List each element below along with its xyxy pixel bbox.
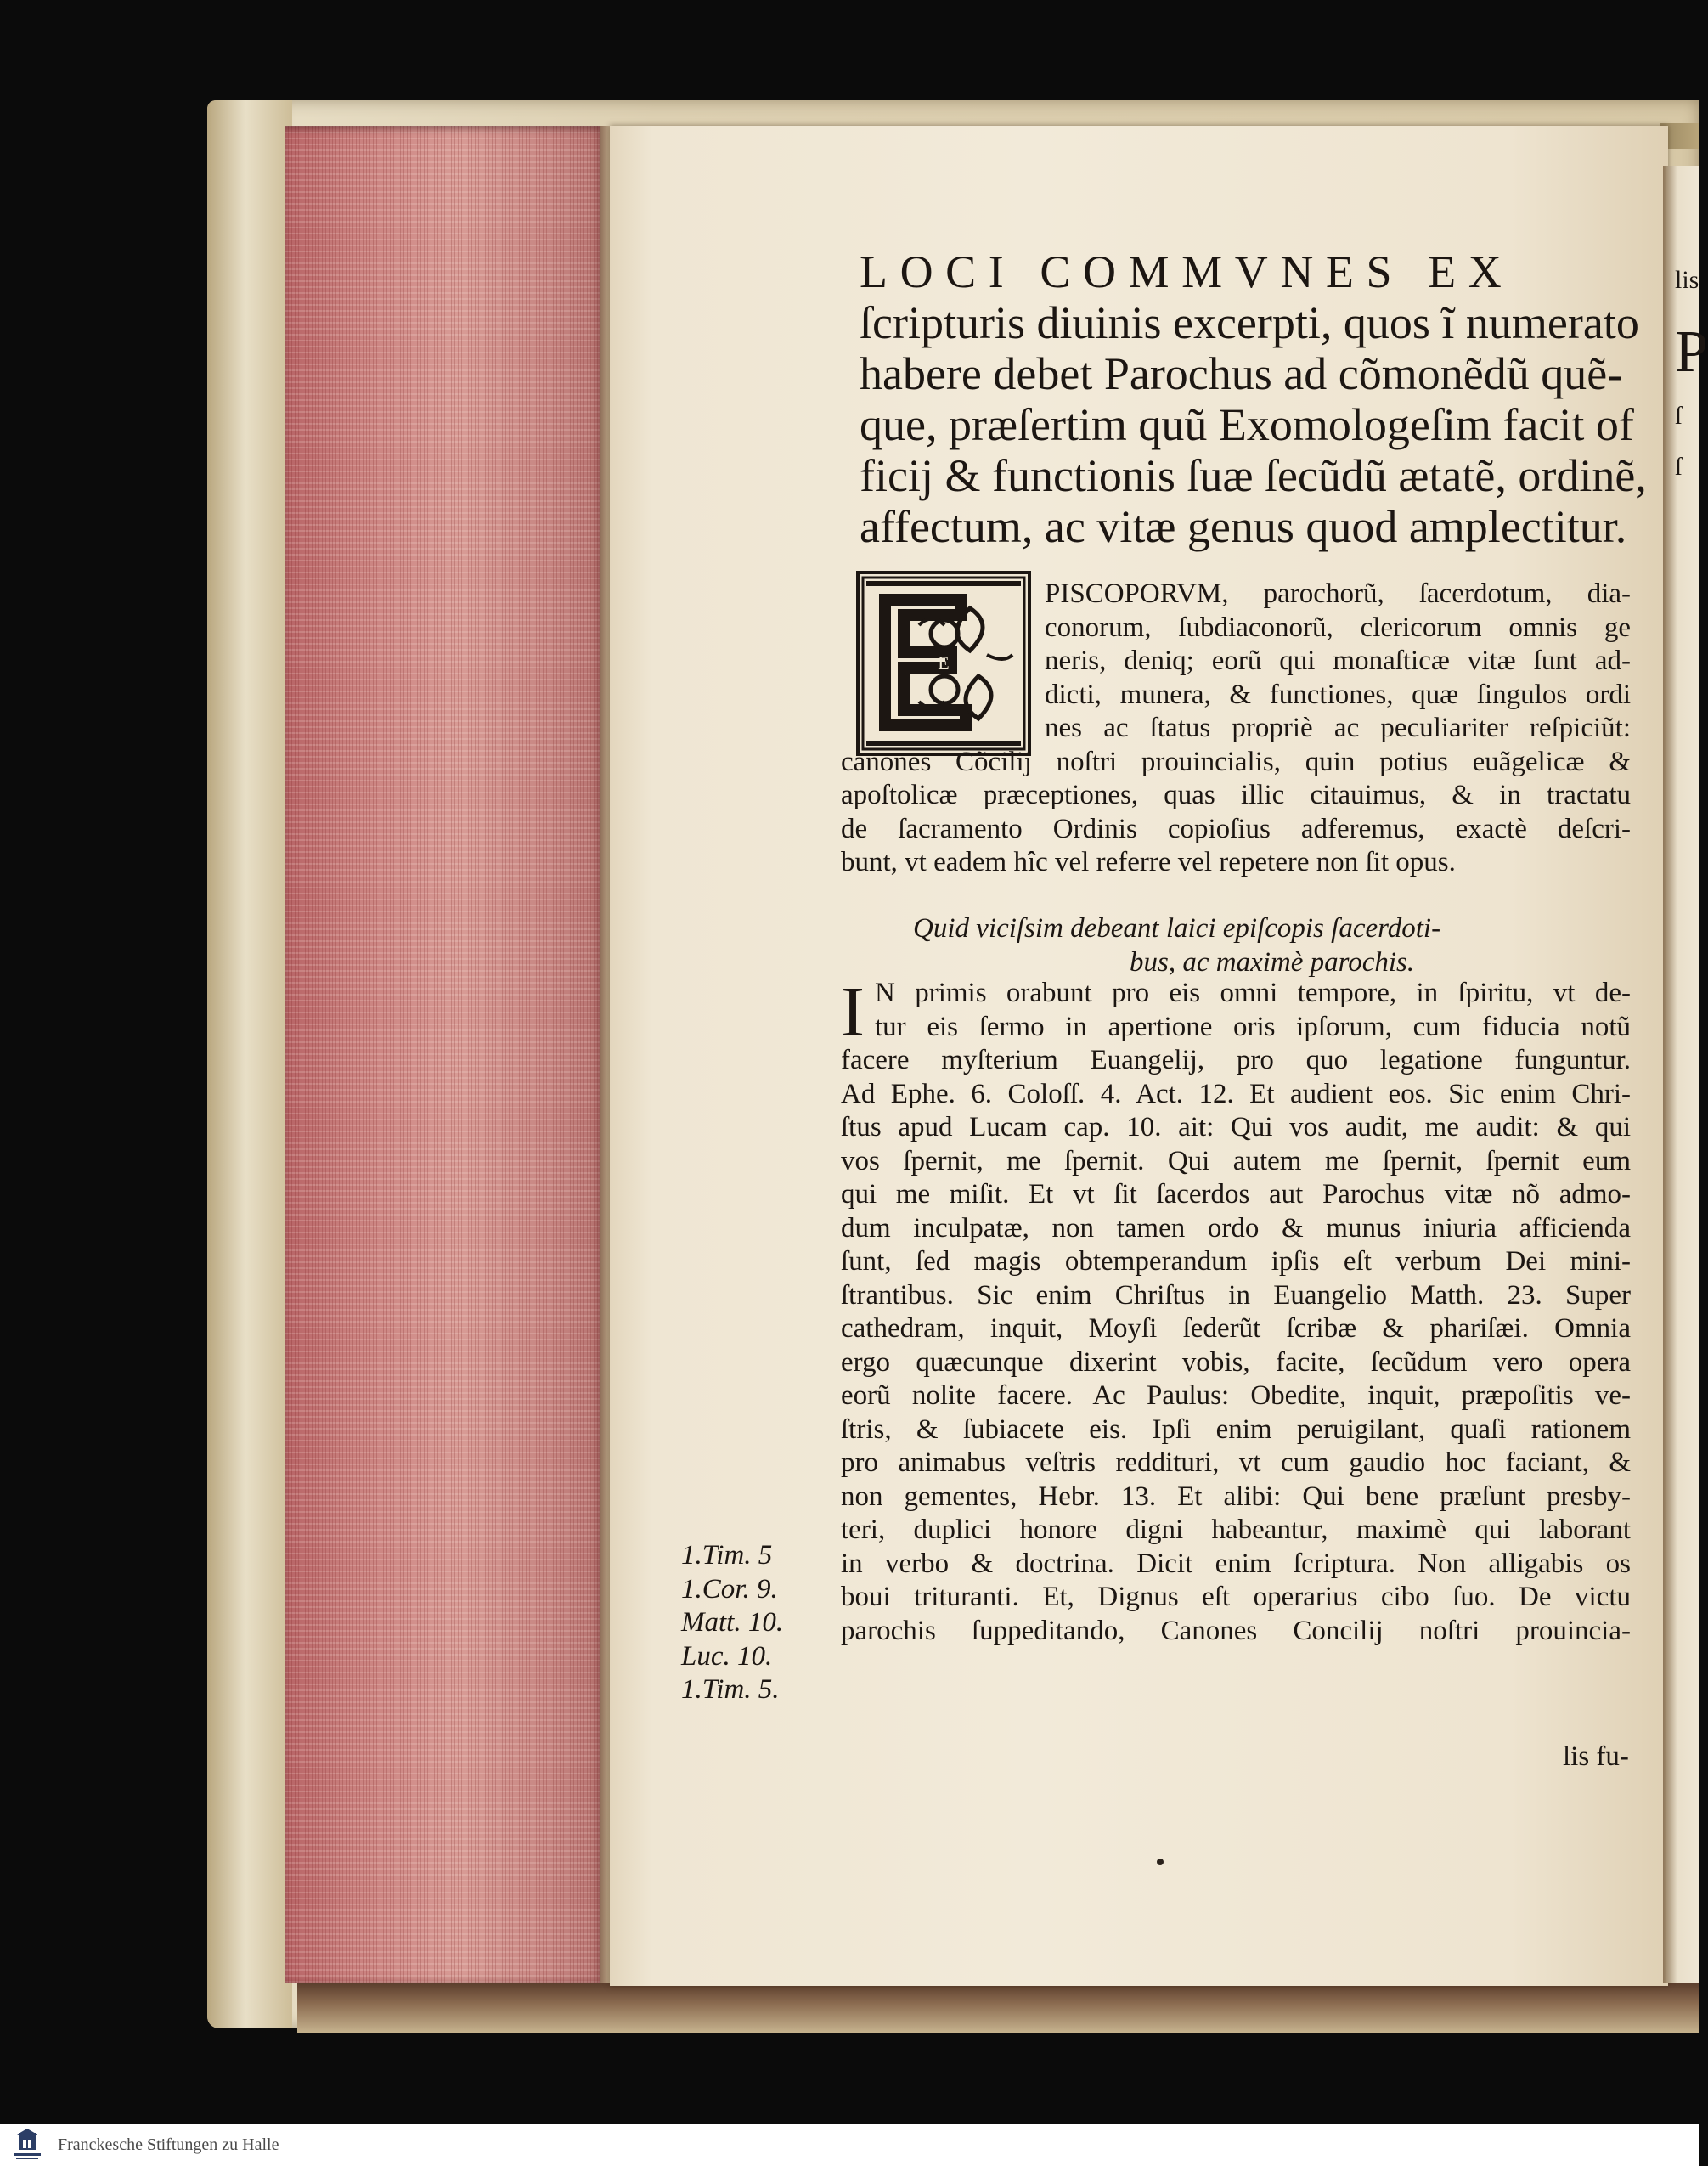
initial-letter: E	[938, 652, 950, 674]
text-line: conorum, ſubdiaconorũ, clericorum omnis ge	[1045, 612, 1631, 643]
text-line: ſtrantibus. Sic enim Chriſtus in Euangelio Matth. 23. Super	[841, 1279, 1631, 1311]
text-line: boui trituranti. Et, Dignus eſt operarius cibo ſuo. De victu	[841, 1582, 1631, 1612]
heading-line: ficij & functionis ſuæ ſecũdũ ætatẽ, ordinẽ,	[860, 450, 1647, 501]
text-line: ſtus apud Lucam cap. 10. ait: Qui vos audit, me audit: & qui	[841, 1112, 1631, 1142]
text-line: parochis ſuppeditando, Canones Concilij noſtri prouincia-	[841, 1615, 1631, 1646]
footer-bar	[0, 2124, 1699, 2166]
red-sprinkled-page-edge	[285, 126, 603, 1983]
marginal-reference: Matt. 10.	[681, 1607, 784, 1638]
text-line: tur eis ſermo in apertione oris ipſorum, cum fiducia notũ	[875, 1011, 1631, 1042]
text-line: cathedram, inquit, Moyſi ſederũt ſcribæ & phariſæi. Omnia	[841, 1313, 1631, 1344]
text-line: dum inculpatæ, non tamen ordo & munus iniuria afficienda	[841, 1212, 1631, 1244]
heading-line: que, præſertim quũ Exomologeſim facit of	[860, 399, 1634, 450]
text-line: canones Cõcilij noſtri prouincialis, quin potius euãgelicæ &	[841, 746, 1631, 777]
marginal-reference: 1.Tim. 5.	[681, 1674, 780, 1705]
heading-line: ſcripturis diuinis excerpti, quos ĩ numerato	[860, 297, 1639, 348]
facing-fragment-initial: P	[1675, 319, 1708, 385]
facing-fragment-line: lis	[1675, 266, 1700, 294]
heading-caps: LOCI COMMVNES EX	[860, 246, 1514, 297]
text-line: bunt, vt eadem hîc vel referre vel repetere non ſit opus.	[841, 847, 1456, 877]
text-line: ergo quæcunque dixerint vobis, facite, ſecũdum vero opera	[841, 1346, 1631, 1378]
subheading-line: bus, ac maximè parochis.	[1130, 947, 1415, 978]
initial-letter-i: I	[841, 973, 865, 1052]
facing-fragment-line: ſ	[1675, 453, 1683, 481]
text-line: de ſacramento Ordinis copioſius adferemus, exactè deſcri-	[841, 813, 1631, 844]
institution-logo-icon	[7, 2128, 48, 2162]
text-line: qui me miſit. Et vt ſit ſacerdos aut Parochus vitæ nõ admo-	[841, 1179, 1631, 1210]
text-line: ſunt, ſed magis obtemperandum ipſis eſt verbum Dei mini-	[841, 1246, 1631, 1277]
paragraph-1	[841, 578, 1631, 880]
binding-fold	[207, 100, 292, 2028]
text-line: ſtris, & ſubiacete eis. Ipſi enim peruigilant, quaſi rationem	[841, 1413, 1631, 1445]
text-line: non gementes, Hebr. 13. Et alibi: Qui bene præſunt presby-	[841, 1481, 1631, 1512]
text-line: neris, deniq; eorũ qui monaſticæ vitæ ſunt ad-	[1045, 646, 1631, 676]
text-line: PISCOPORVM, parochorũ, ſacerdotum, dia-	[1045, 578, 1631, 609]
text-line: eorũ nolite facere. Ac Paulus: Obedite, inquit, præpoſitis ve-	[841, 1380, 1631, 1411]
bottom-cover-board	[297, 1983, 1699, 2033]
text-line: apoſtolicæ præceptiones, quas illic citauimus, & in tractatu	[841, 780, 1631, 810]
footer-credit: Franckesche Stiftungen zu Halle	[58, 2135, 279, 2154]
marginal-references	[681, 1539, 783, 1707]
page-speck	[1157, 1859, 1164, 1865]
facing-fragment-line: ſ	[1675, 402, 1683, 430]
subheading-line: Quid viciſsim debeant laici epiſcopis ſacerdoti-	[913, 913, 1441, 944]
paragraph-2	[841, 973, 1631, 1648]
marginal-reference: 1.Tim. 5	[681, 1540, 773, 1571]
text-line: in verbo & doctrina. Dicit enim ſcriptura. Non alligabis os	[841, 1548, 1631, 1579]
text-line: nes ac ſtatus propriè ac peculiariter reſpiciũt:	[1045, 713, 1631, 743]
catchword: lis fu-	[1563, 1741, 1629, 1772]
facing-page-fragment	[1675, 255, 1708, 493]
marginal-reference: 1.Cor. 9.	[681, 1573, 778, 1605]
italic-subheading	[913, 911, 1609, 979]
heading-line: habere debet Parochus ad cõmonẽdũ quẽ-	[860, 348, 1623, 399]
heading-line: affectum, ac vitæ genus quod amplectitur.	[860, 501, 1627, 552]
text-line: N primis orabunt pro eis omni tempore, in ſpiritu, vt de-	[875, 978, 1631, 1008]
page-heading	[860, 246, 1647, 552]
marginal-reference: Luc. 10.	[681, 1640, 773, 1672]
text-line: facere myſterium Euangelij, pro quo legatione funguntur.	[841, 1045, 1631, 1075]
text-line: teri, duplici honore digni habeantur, maximè qui laborant	[841, 1515, 1631, 1545]
text-line: dicti, munera, & functiones, quæ ſingulos ordi	[1045, 679, 1631, 710]
text-line: Ad Ephe. 6. Coloſſ. 4. Act. 12. Et audient eos. Sic enim Chri-	[841, 1078, 1631, 1109]
text-line: vos ſpernit, me ſpernit. Qui autem me ſpernit, ſpernit eum	[841, 1145, 1631, 1176]
text-line: pro animabus veſtris reddituri, vt cum gaudio hoc faciant, &	[841, 1447, 1631, 1478]
